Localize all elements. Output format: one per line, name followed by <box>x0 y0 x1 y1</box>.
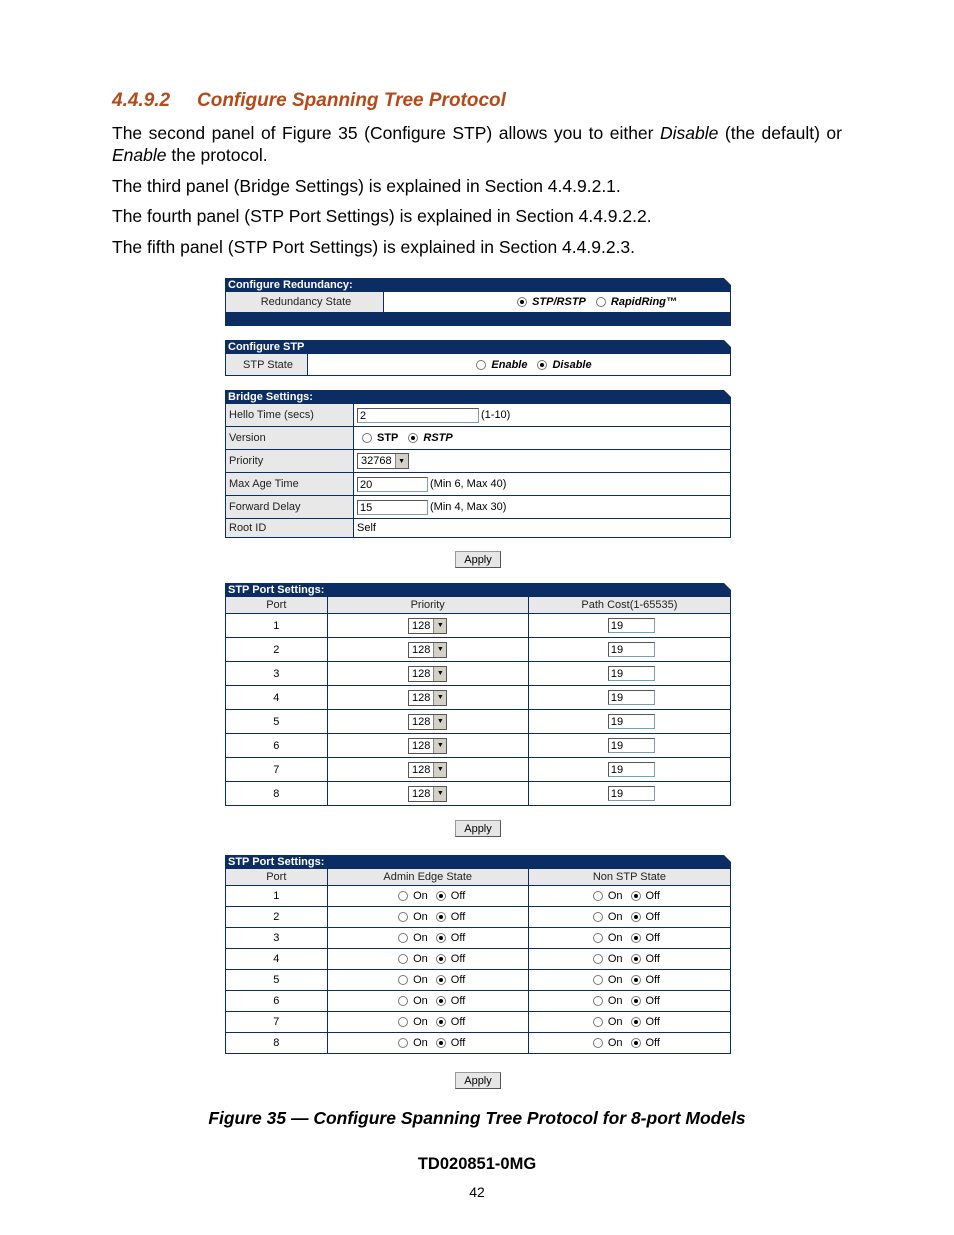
bridge-priority-value: 32768 <box>361 455 392 467</box>
port-priority-select[interactable] <box>408 714 447 730</box>
chevron-down-icon: ▼ <box>433 691 446 705</box>
bridge-panel <box>225 390 731 538</box>
paragraph-1-text-c: the protocol. <box>166 145 268 165</box>
admin-edge-off-label: Off <box>450 1037 466 1049</box>
hello-time-hint: (1-10) <box>481 409 511 421</box>
table-row <box>226 970 730 991</box>
non-stp-off-radio[interactable] <box>631 891 641 901</box>
admin-edge-on-label: On <box>413 995 428 1007</box>
admin-edge-on-label: On <box>413 1037 428 1049</box>
admin-edge-on-label: On <box>413 953 428 965</box>
root-id-label: Root ID <box>226 519 354 537</box>
priority-header: Priority <box>328 597 529 613</box>
bridge-title: Bridge Settings: <box>225 390 731 404</box>
non-stp-on-radio[interactable] <box>593 975 603 985</box>
table-row <box>226 614 730 638</box>
section-title: Configure Spanning Tree Protocol <box>197 90 506 111</box>
non-stp-off-radio[interactable] <box>631 912 641 922</box>
apply-button-edge[interactable]: Apply <box>455 1072 501 1089</box>
port-priority-value: 128 <box>412 715 431 728</box>
non-stp-on-label: On <box>607 953 623 965</box>
non-stp-on-radio[interactable] <box>593 912 603 922</box>
non-stp-on-label: On <box>607 911 623 923</box>
document-id: TD020851-0MG <box>417 1155 537 1173</box>
port-priority-select[interactable] <box>408 642 447 658</box>
port-number: 8 <box>226 782 328 805</box>
non-stp-off-radio[interactable] <box>631 1038 641 1048</box>
max-age-label: Max Age Time <box>226 473 354 495</box>
non-stp-off-radio[interactable] <box>631 1017 641 1027</box>
non-stp-off-label: Off <box>645 911 660 923</box>
stp-enable-radio[interactable] <box>476 360 486 370</box>
version-stp-label: STP <box>377 432 399 444</box>
admin-edge-on-radio[interactable] <box>398 975 408 985</box>
non-stp-on-radio[interactable] <box>593 933 603 943</box>
admin-edge-off-label: Off <box>450 953 466 965</box>
redundancy-rapidring-radio[interactable] <box>596 297 606 307</box>
non-stp-off-label: Off <box>645 1016 660 1028</box>
port-priority-value: 128 <box>412 739 431 752</box>
section-number: 4.4.9.2 <box>112 90 171 111</box>
port-priority-value: 128 <box>412 691 431 704</box>
non-stp-on-label: On <box>607 932 623 944</box>
priority-label: Priority <box>226 450 354 472</box>
version-rstp-label: RSTP <box>423 432 453 444</box>
edge-port-number: 8 <box>226 1033 328 1053</box>
admin-edge-off-radio[interactable] <box>436 996 446 1006</box>
hello-time-input[interactable]: 2 <box>357 408 479 423</box>
admin-edge-off-radio[interactable] <box>436 912 446 922</box>
table-row <box>226 907 730 928</box>
port-priority-value: 128 <box>412 619 431 632</box>
non-stp-off-label: Off <box>645 932 660 944</box>
admin-edge-off-label: Off <box>450 974 466 986</box>
path-cost-input[interactable]: 19 <box>608 690 655 705</box>
table-row <box>226 734 730 758</box>
path-cost-input[interactable]: 19 <box>608 786 655 801</box>
admin-edge-off-radio[interactable] <box>436 975 446 985</box>
admin-edge-on-radio[interactable] <box>398 1038 408 1048</box>
edge-settings-title: STP Port Settings: <box>225 855 731 869</box>
non-stp-off-radio[interactable] <box>631 954 641 964</box>
edge-port-number: 6 <box>226 991 328 1011</box>
edge-port-header: Port <box>226 869 328 885</box>
admin-edge-on-label: On <box>413 890 428 902</box>
paragraph-2: The third panel (Bridge Settings) is explained in Section 4.4.9.2.1. <box>112 176 621 196</box>
admin-edge-header: Admin Edge State <box>328 869 529 885</box>
non-stp-on-label: On <box>607 1016 623 1028</box>
chevron-down-icon: ▼ <box>433 667 446 681</box>
table-row <box>226 662 730 686</box>
admin-edge-on-radio[interactable] <box>398 891 408 901</box>
non-stp-on-radio[interactable] <box>593 1017 603 1027</box>
admin-edge-on-label: On <box>413 932 428 944</box>
paragraph-3: The fourth panel (STP Port Settings) is explained in Section 4.4.9.2.2. <box>112 206 652 226</box>
port-number: 5 <box>226 710 328 733</box>
chevron-down-icon: ▼ <box>433 739 446 753</box>
admin-edge-on-radio[interactable] <box>398 912 408 922</box>
port-priority-select[interactable] <box>408 738 447 754</box>
port-number: 3 <box>226 662 328 685</box>
stp-panel <box>225 340 731 376</box>
root-id-value: Self <box>357 522 376 534</box>
non-stp-off-label: Off <box>645 995 660 1007</box>
chevron-down-icon: ▼ <box>433 763 446 777</box>
non-stp-on-label: On <box>607 890 623 902</box>
admin-edge-on-label: On <box>413 974 428 986</box>
non-stp-on-radio[interactable] <box>593 954 603 964</box>
chevron-down-icon: ▼ <box>433 619 446 633</box>
page-number: 42 <box>469 1184 485 1200</box>
stp-enable-label: Enable <box>491 358 528 371</box>
table-row <box>226 686 730 710</box>
non-stp-off-label: Off <box>645 953 660 965</box>
non-stp-header: Non STP State <box>529 869 730 885</box>
admin-edge-off-label: Off <box>450 911 466 923</box>
edge-settings-panel <box>225 855 731 1054</box>
admin-edge-off-radio[interactable] <box>436 933 446 943</box>
admin-edge-off-label: Off <box>450 995 466 1007</box>
redundancy-title: Configure Redundancy: <box>225 278 731 292</box>
port-number: 6 <box>226 734 328 757</box>
port-priority-value: 128 <box>412 787 431 800</box>
admin-edge-on-radio[interactable] <box>398 996 408 1006</box>
version-label: Version <box>226 427 354 449</box>
version-stp-radio[interactable] <box>362 433 372 443</box>
forward-delay-input[interactable]: 15 <box>357 500 428 515</box>
path-cost-input[interactable]: 19 <box>608 618 655 633</box>
non-stp-off-label: Off <box>645 890 660 902</box>
table-row <box>226 638 730 662</box>
admin-edge-off-label: Off <box>450 1016 466 1028</box>
admin-edge-on-radio[interactable] <box>398 1017 408 1027</box>
non-stp-off-radio[interactable] <box>631 996 641 1006</box>
table-row <box>226 928 730 949</box>
port-settings-panel <box>225 583 731 806</box>
table-row <box>226 1033 730 1053</box>
stp-disable-label: Disable <box>552 358 592 371</box>
admin-edge-on-label: On <box>413 911 428 923</box>
paragraph-1-text-a: The second panel of Figure 35 (Configure STP) allows you to either <box>112 123 660 143</box>
redundancy-panel <box>225 278 731 326</box>
table-row <box>226 886 730 907</box>
table-row <box>226 782 730 805</box>
admin-edge-off-radio[interactable] <box>436 891 446 901</box>
edge-port-number: 2 <box>226 907 328 927</box>
port-priority-select[interactable] <box>408 666 447 682</box>
table-row <box>226 949 730 970</box>
port-priority-value: 128 <box>412 763 431 776</box>
path-cost-input[interactable]: 19 <box>608 714 655 729</box>
non-stp-off-label: Off <box>645 1037 660 1049</box>
apply-button-ports[interactable]: Apply <box>455 820 501 837</box>
admin-edge-on-radio[interactable] <box>398 954 408 964</box>
non-stp-on-radio[interactable] <box>593 996 603 1006</box>
admin-edge-on-radio[interactable] <box>398 933 408 943</box>
version-rstp-radio[interactable] <box>408 433 418 443</box>
non-stp-off-radio[interactable] <box>631 975 641 985</box>
path-cost-header: Path Cost(1-65535) <box>529 597 730 613</box>
non-stp-on-label: On <box>607 1037 623 1049</box>
redundancy-footer-bar <box>225 313 731 326</box>
port-priority-select[interactable] <box>408 618 447 634</box>
paragraph-1-disable: Disable <box>660 123 719 143</box>
paragraph-1 <box>112 122 842 166</box>
port-priority-select[interactable] <box>408 690 447 706</box>
admin-edge-off-label: Off <box>450 890 466 902</box>
admin-edge-off-label: Off <box>450 932 466 944</box>
non-stp-off-radio[interactable] <box>631 933 641 943</box>
edge-port-number: 1 <box>226 886 328 906</box>
paragraph-1-enable: Enable <box>112 145 167 165</box>
table-row <box>226 710 730 734</box>
path-cost-input[interactable]: 19 <box>608 642 655 657</box>
figure-caption: Figure 35 — Configure Spanning Tree Protocol for 8-port Models <box>208 1108 746 1128</box>
redundancy-stp-label: STP/RSTP <box>532 296 586 308</box>
non-stp-on-radio[interactable] <box>593 891 603 901</box>
port-number: 4 <box>226 686 328 709</box>
port-priority-select[interactable] <box>408 762 447 778</box>
admin-edge-off-radio[interactable] <box>436 1038 446 1048</box>
admin-edge-off-radio[interactable] <box>436 954 446 964</box>
redundancy-label: Redundancy State <box>226 292 384 312</box>
port-number: 2 <box>226 638 328 661</box>
edge-port-number: 4 <box>226 949 328 969</box>
bridge-priority-select[interactable] <box>357 453 409 469</box>
port-header: Port <box>226 597 328 613</box>
non-stp-on-radio[interactable] <box>593 1038 603 1048</box>
admin-edge-off-radio[interactable] <box>436 1017 446 1027</box>
path-cost-input[interactable]: 19 <box>608 666 655 681</box>
non-stp-on-label: On <box>607 974 623 986</box>
section-heading <box>112 90 506 112</box>
table-row <box>226 758 730 782</box>
port-number: 7 <box>226 758 328 781</box>
non-stp-off-label: Off <box>645 974 660 986</box>
redundancy-rapidring-label: RapidRing™ <box>610 296 677 308</box>
table-row <box>226 1012 730 1033</box>
port-number: 1 <box>226 614 328 637</box>
max-age-hint: (Min 6, Max 40) <box>430 478 507 490</box>
chevron-down-icon: ▼ <box>395 454 408 468</box>
edge-port-number: 3 <box>226 928 328 948</box>
port-priority-select[interactable] <box>408 786 447 802</box>
chevron-down-icon: ▼ <box>433 715 446 729</box>
path-cost-input[interactable]: 19 <box>608 762 655 777</box>
stp-disable-radio[interactable] <box>537 360 547 370</box>
stp-state-label: STP State <box>226 354 308 375</box>
paragraph-1-text-b: (the default) or <box>718 123 842 143</box>
non-stp-on-label: On <box>607 995 623 1007</box>
apply-button-bridge[interactable]: Apply <box>455 551 501 568</box>
port-priority-value: 128 <box>412 667 431 680</box>
port-settings-title: STP Port Settings: <box>225 583 731 597</box>
table-row <box>226 991 730 1012</box>
edge-port-number: 5 <box>226 970 328 990</box>
stp-title: Configure STP <box>225 340 731 354</box>
admin-edge-on-label: On <box>413 1016 428 1028</box>
hello-time-label: Hello Time (secs) <box>226 404 354 426</box>
chevron-down-icon: ▼ <box>433 643 446 657</box>
edge-port-number: 7 <box>226 1012 328 1032</box>
port-priority-value: 128 <box>412 643 431 656</box>
forward-delay-label: Forward Delay <box>226 496 354 518</box>
paragraph-4: The fifth panel (STP Port Settings) is explained in Section 4.4.9.2.3. <box>112 237 636 257</box>
redundancy-stp-radio[interactable] <box>517 297 527 307</box>
chevron-down-icon: ▼ <box>433 787 446 801</box>
path-cost-input[interactable]: 19 <box>608 738 655 753</box>
forward-delay-hint: (Min 4, Max 30) <box>430 501 507 513</box>
max-age-input[interactable]: 20 <box>357 477 428 492</box>
